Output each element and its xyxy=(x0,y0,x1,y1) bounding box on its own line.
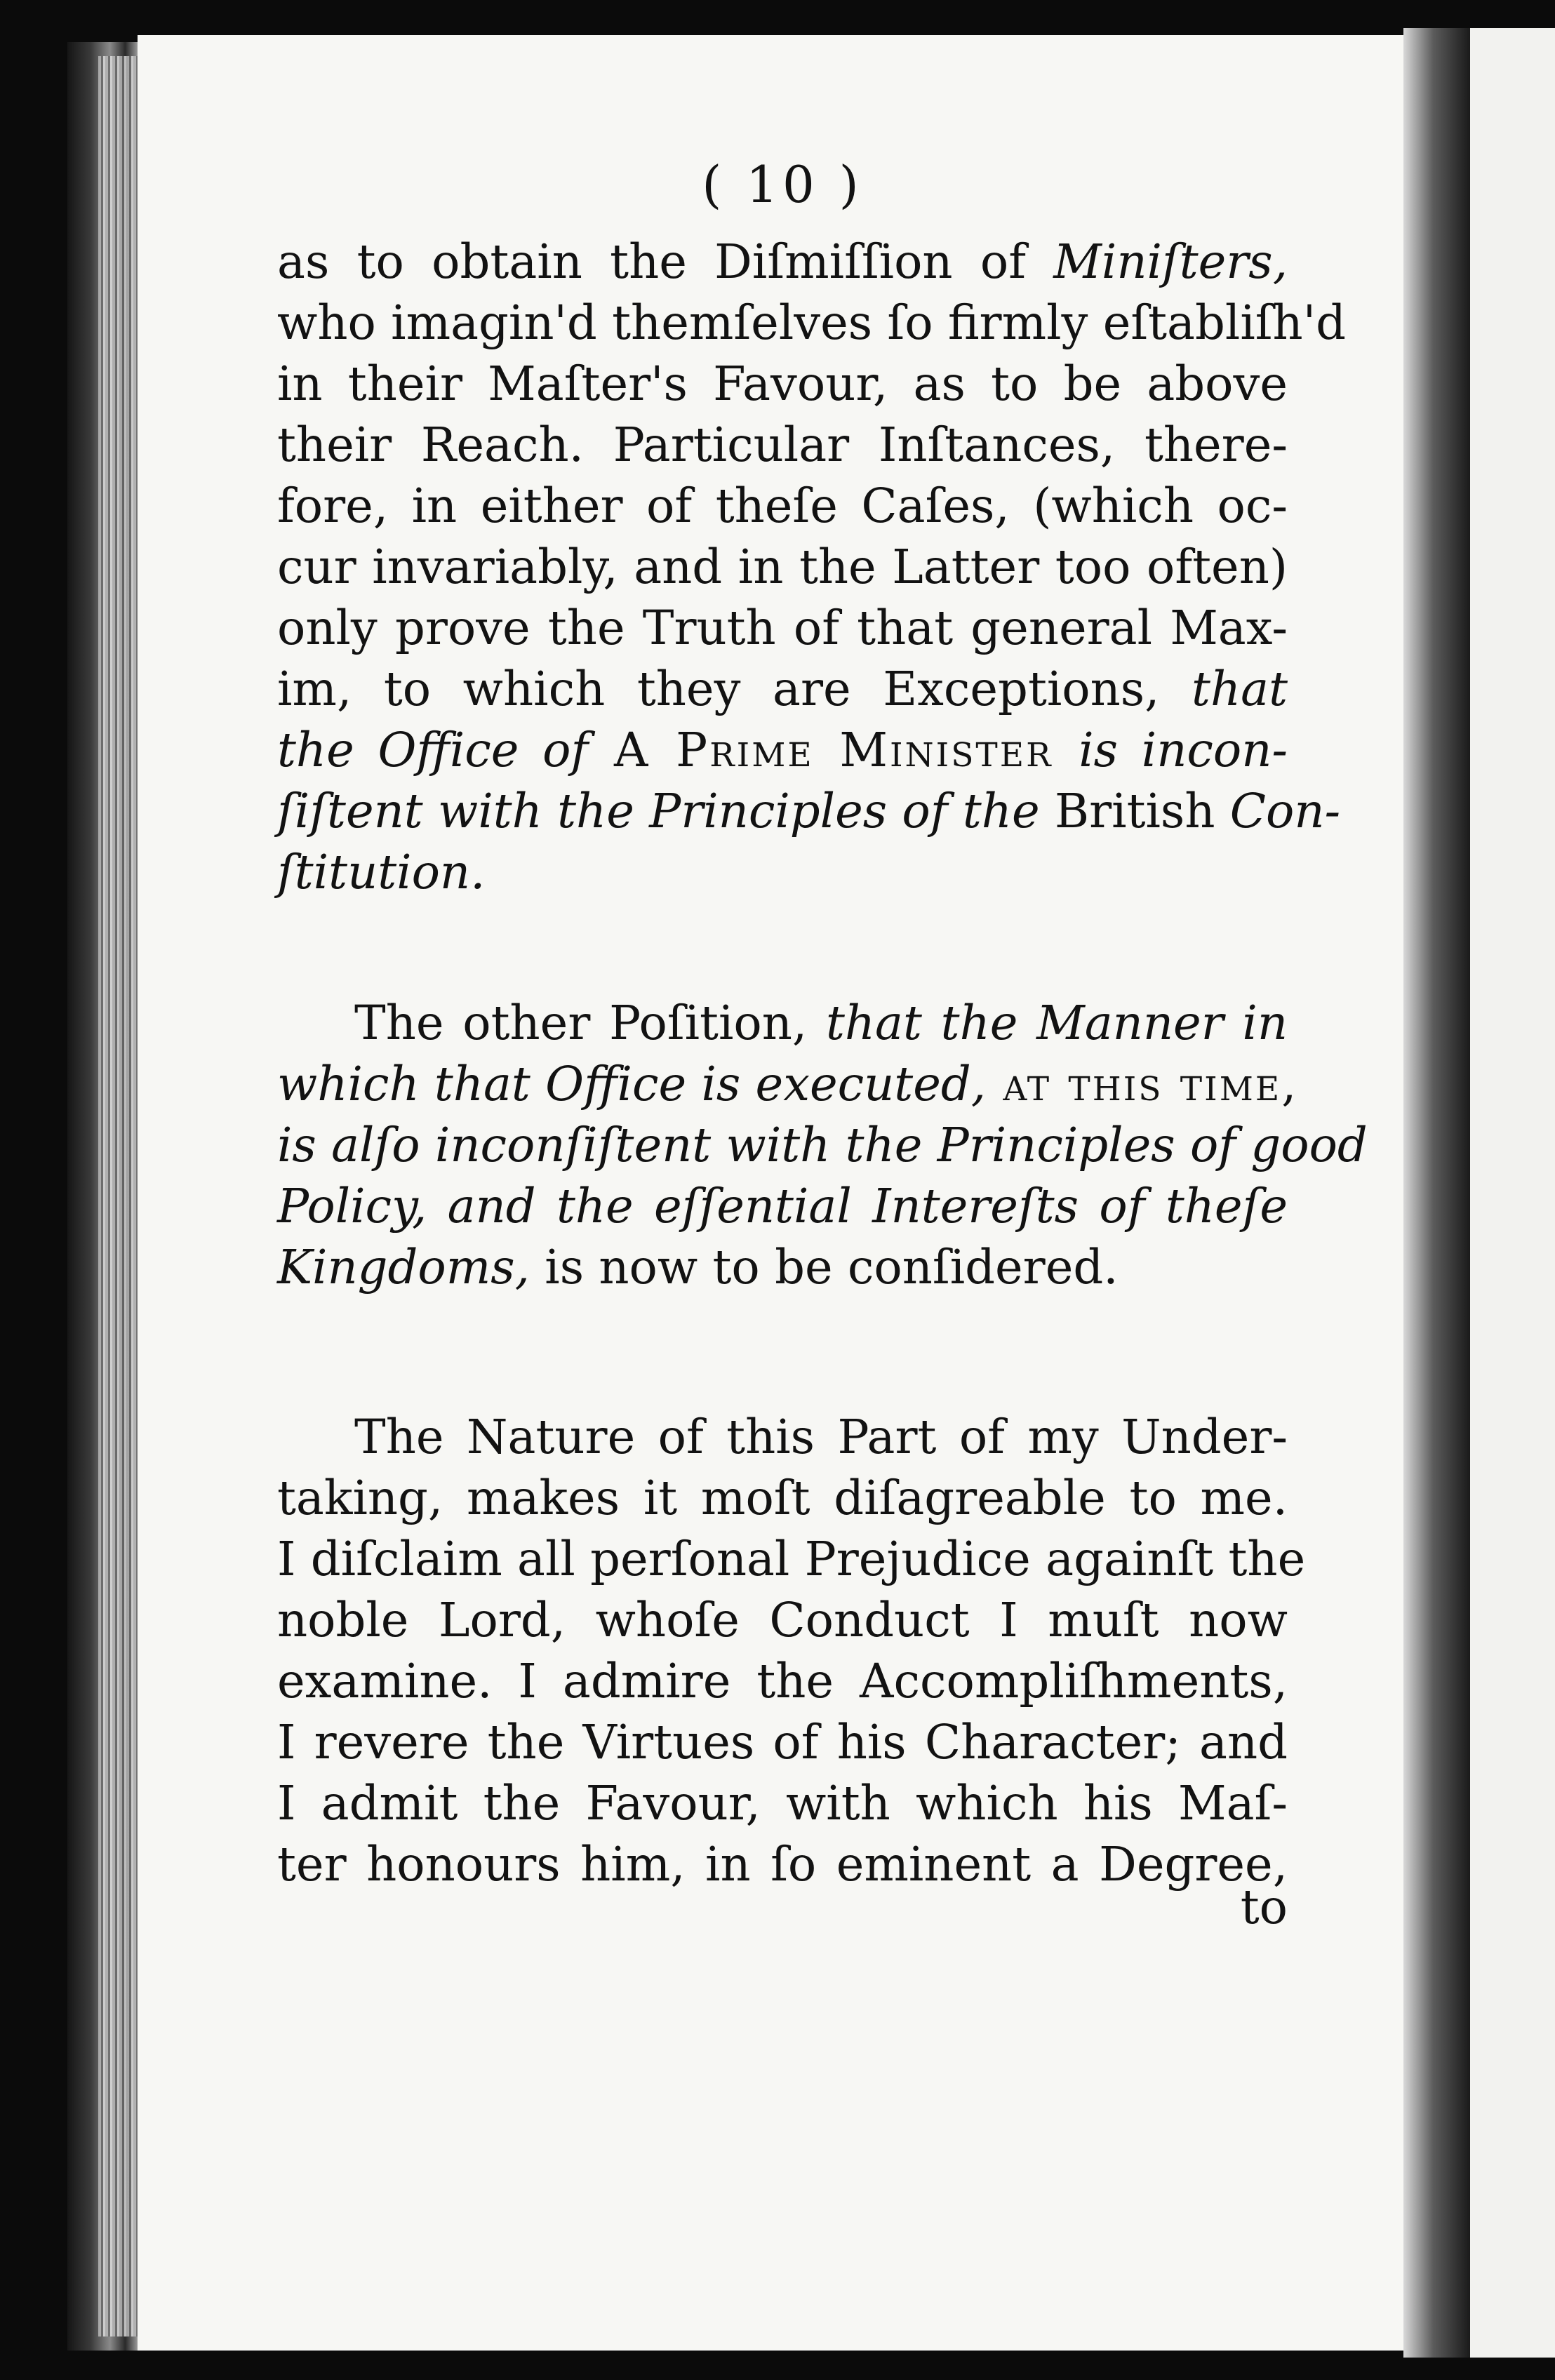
text-line xyxy=(277,659,1288,720)
page-edges xyxy=(98,56,140,2336)
text-line xyxy=(277,720,1288,781)
text-line: ter honours him, in ſo eminent a Degree, xyxy=(277,1837,1288,1892)
text-line xyxy=(277,993,1288,1054)
text-run: The other Poſition, xyxy=(354,996,826,1050)
text-line: The Nature of this Part of my Under- xyxy=(354,1410,1288,1464)
text-run: British xyxy=(1039,784,1230,838)
catchword: to xyxy=(1240,1880,1288,1934)
text-line: I admit the Favour, with which his Maſ- xyxy=(277,1776,1288,1831)
text-line: their Reach. Particular Inſtances, there- xyxy=(277,417,1288,472)
paragraph-2 xyxy=(277,993,1368,1298)
text-run: is now to be conſidered. xyxy=(529,1240,1119,1295)
small-caps-run: at this time, xyxy=(986,1057,1299,1111)
page-number: ( 10 ) xyxy=(702,155,863,214)
small-caps-run: A Prime Minister xyxy=(588,723,1079,777)
text-line: only prove the Truth of that general Max- xyxy=(277,601,1288,655)
italic-run: Kingdoms, xyxy=(277,1240,530,1295)
text-line xyxy=(277,1237,1288,1298)
text-line: fore, in either of theſe Caſes, (which oc- xyxy=(277,479,1288,533)
text-line: I diſclaim all perſonal Prejudice againſt the xyxy=(277,1532,1306,1586)
paragraph-1 xyxy=(277,232,1347,903)
text-line xyxy=(277,781,1341,842)
text-line: ſtitution. xyxy=(277,845,486,900)
text-line: examine. I admire the Accompliſhments, xyxy=(277,1654,1288,1709)
text-line: cur invariably, and in the Latter too often) xyxy=(277,540,1288,594)
text-line: I revere the Virtues of his Character; and xyxy=(277,1715,1288,1770)
text-line: is alſo inconſiſtent with the Principles of good xyxy=(277,1118,1368,1172)
text-line xyxy=(277,1054,1299,1115)
italic-run: Miniſters, xyxy=(1053,234,1288,289)
italic-run: that the Manner in xyxy=(825,996,1288,1050)
facing-page-edge xyxy=(1470,28,1555,2358)
italic-run: the Office of xyxy=(277,723,589,777)
paragraph-3 xyxy=(277,1407,1306,1895)
text-line xyxy=(277,232,1288,293)
italic-run: Con- xyxy=(1229,784,1341,838)
text-run: im, to which they are Exceptions, xyxy=(277,662,1192,716)
text-line: taking, makes it moſt diſagreable to me. xyxy=(277,1471,1288,1525)
italic-run: is incon- xyxy=(1079,723,1288,777)
page-fold-shadow xyxy=(1403,28,1470,2358)
text-line: in their Maſter's Favour, as to be above xyxy=(277,356,1288,411)
italic-run: which that Office is executed, xyxy=(277,1057,987,1111)
italic-run: ſiſtent with the Principles of the xyxy=(277,784,1040,838)
text-run: as to obtain the Diſmiſſion of xyxy=(277,234,1054,289)
italic-run: that xyxy=(1192,662,1288,716)
text-line: Policy, and the eſſential Intereſts of theſe xyxy=(277,1179,1288,1234)
text-line: noble Lord, whoſe Conduct I muſt now xyxy=(277,1593,1288,1647)
text-line: who imagin'd themſelves ſo firmly eſtabliſh'd xyxy=(277,295,1347,350)
